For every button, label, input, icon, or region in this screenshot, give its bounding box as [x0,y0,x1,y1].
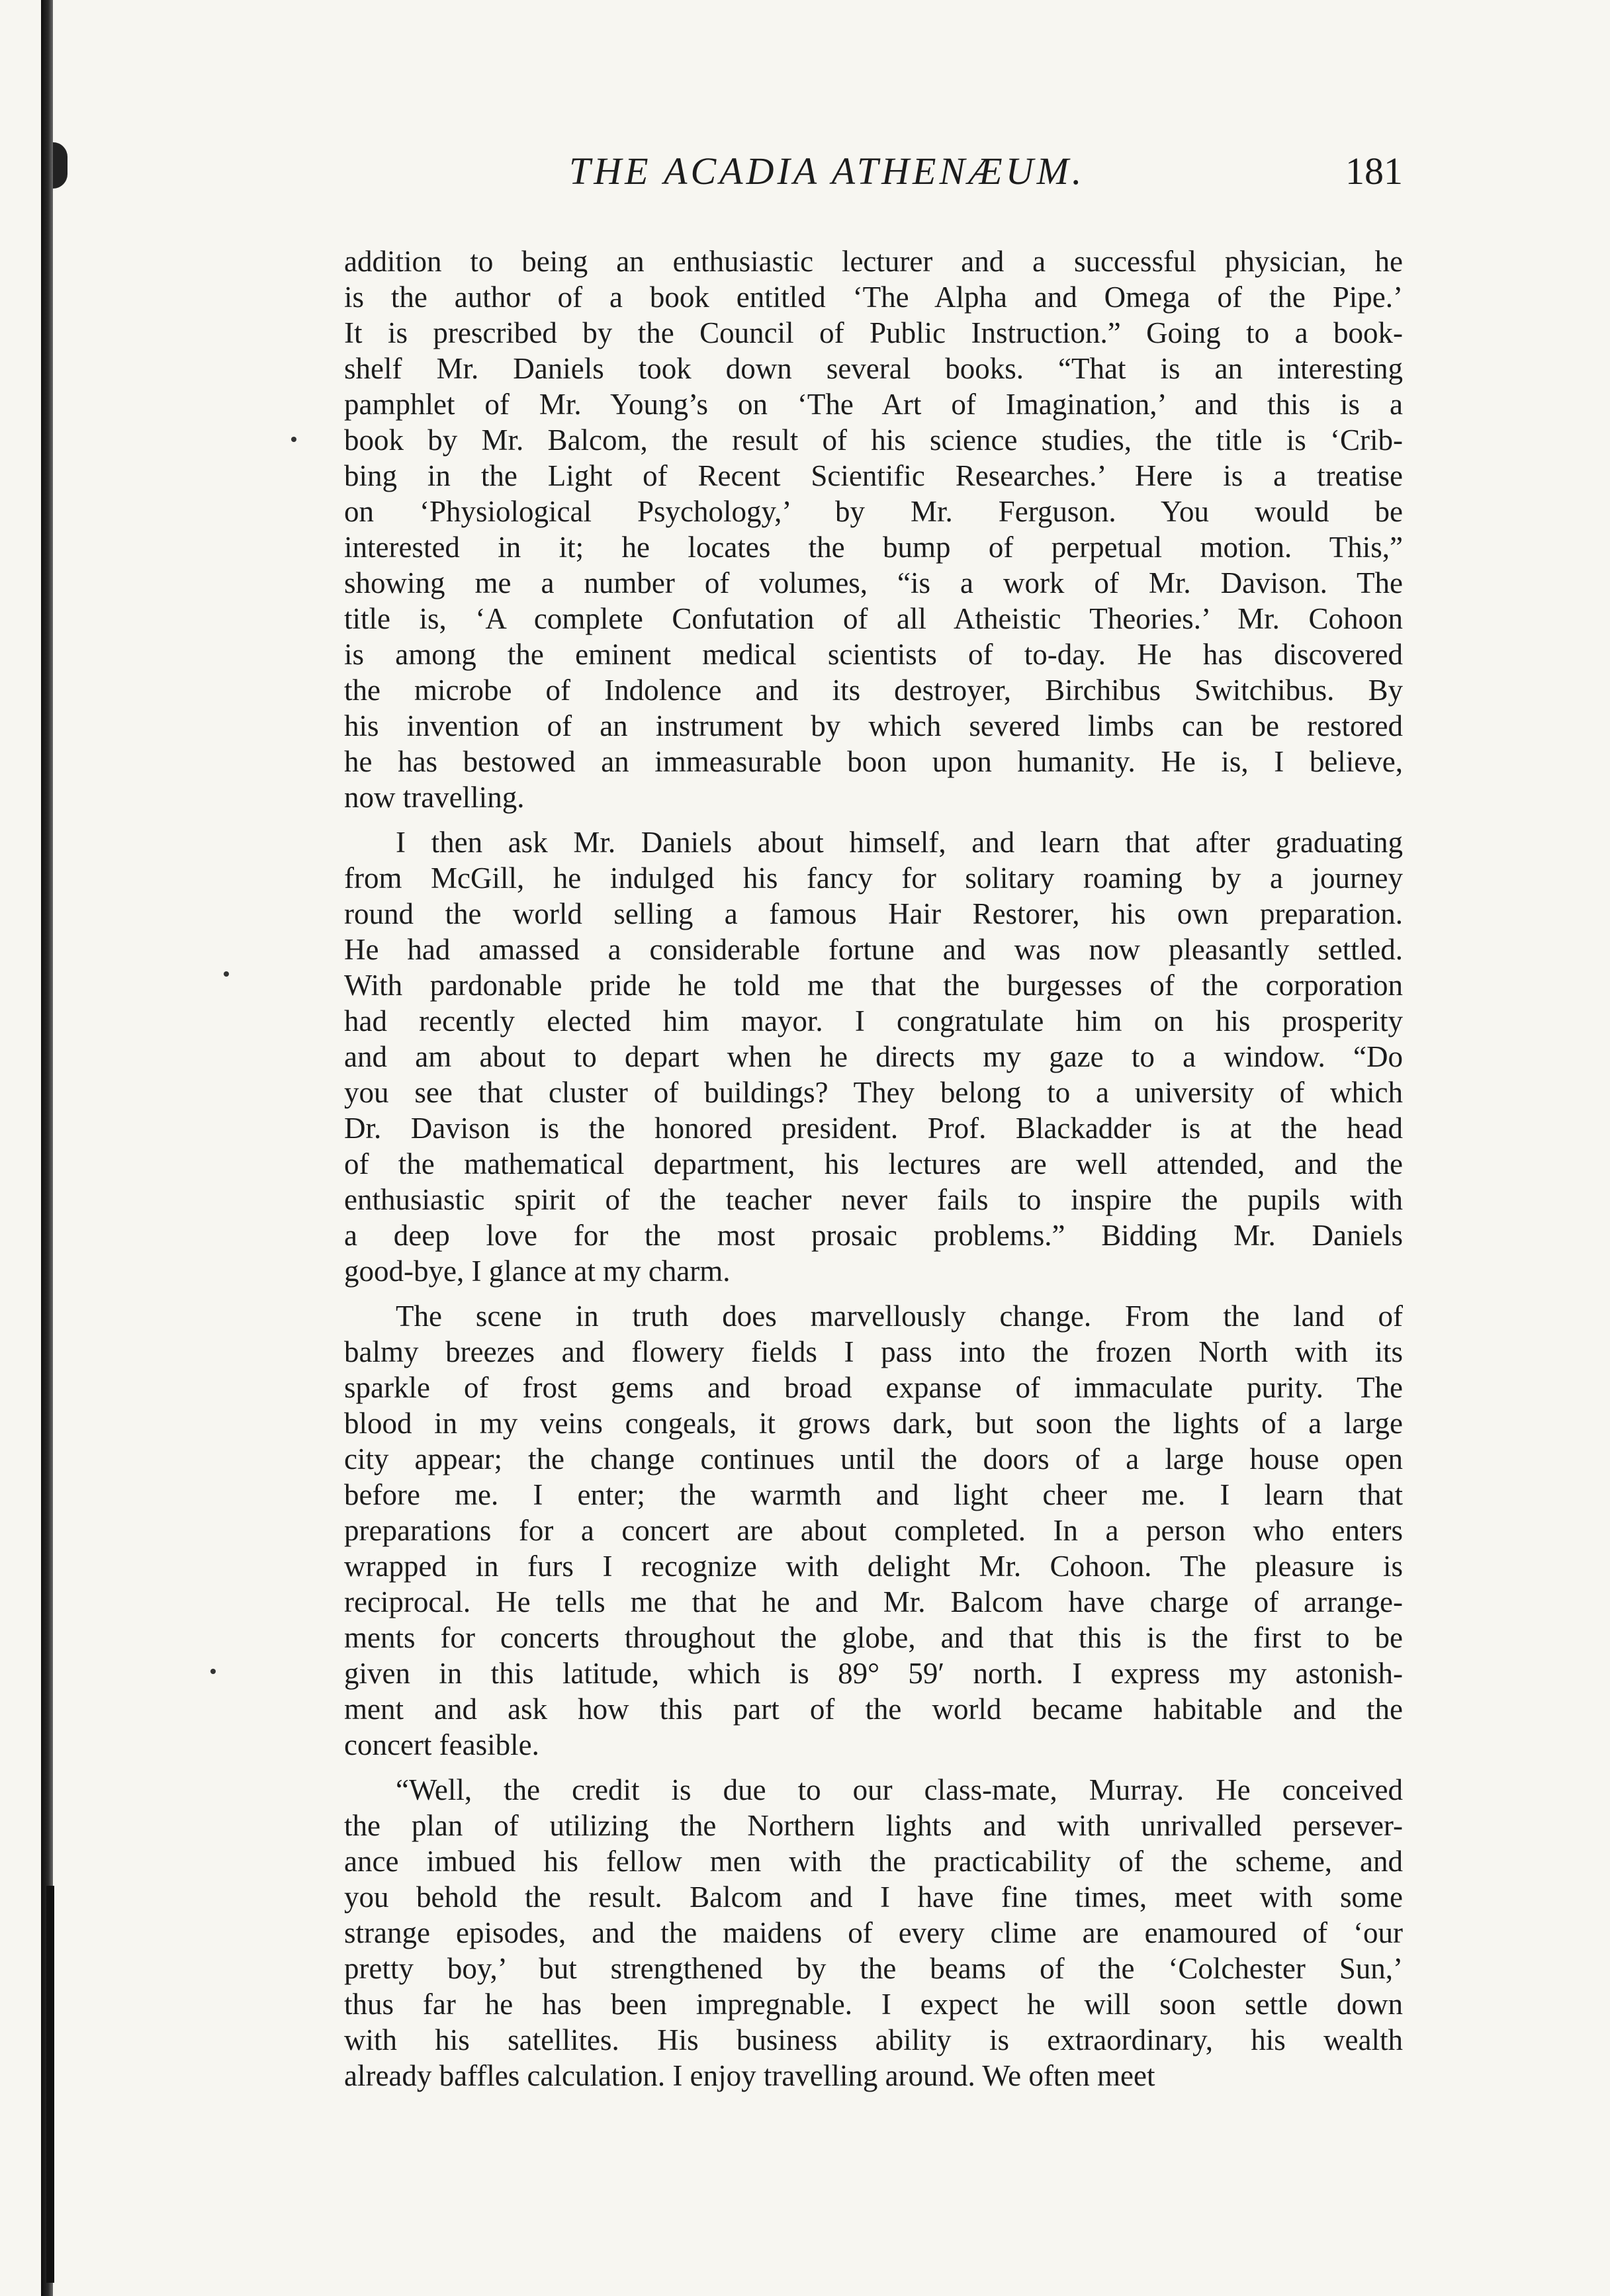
paragraph [344,1772,1403,2094]
text-line: Dr. Davison is the honored president. Prof. Blackadder is at the head [344,1112,1403,1145]
margin-speck [291,437,296,442]
binding-notch [53,142,67,189]
text-line: before me. I enter; the warmth and light cheer me. I learn that [344,1478,1403,1511]
text-line: given in this latitude, which is 89° 59′ north. I express my astonish- [344,1657,1403,1690]
text-line: pamphlet of Mr. Young’s on ‘The Art of Imagination,’ and this is a [344,388,1403,421]
text-line: is among the eminent medical scientists of to-day. He has discovered [344,638,1403,671]
text-line: With pardonable pride he told me that the burgesses of the corporation [344,969,1403,1002]
text-line: pretty boy,’ but strengthened by the beams of the ‘Colchester Sun,’ [344,1952,1403,1985]
text-line: I then ask Mr. Daniels about himself, and learn that after graduating [396,826,1403,859]
page-number: 181 [1345,150,1403,193]
text-line: the plan of utilizing the Northern lights and with unrivalled persever- [344,1809,1403,1842]
text-line: “Well, the credit is due to our class-mate, Murray. He conceived [396,1773,1403,1806]
margin-speck [224,971,229,977]
text-line: the microbe of Indolence and its destroyer, Birchibus Switchibus. By [344,674,1403,707]
text-line: his invention of an instrument by which severed limbs can be restored [344,709,1403,742]
text-line: interested in it; he locates the bump of perpetual motion. This,” [344,531,1403,564]
text-line: of the mathematical department, his lectures are well attended, and the [344,1147,1403,1180]
text-line: ment and ask how this part of the world became habitable and the [344,1693,1403,1726]
paragraph-gap [344,1763,1403,1772]
text-line: preparations for a concert are about completed. In a person who enters [344,1514,1403,1547]
text-line: round the world selling a famous Hair Restorer, his own preparation. [344,897,1403,930]
text-line: blood in my veins congeals, it grows dark, but soon the lights of a large [344,1407,1403,1440]
text-line: sparkle of frost gems and broad expanse of immaculate purity. The [344,1371,1403,1404]
text-line: already baffles calculation. I enjoy travelling around. We often meet [344,2059,1155,2092]
text-line: good-bye, I glance at my charm. [344,1255,731,1288]
article-body [344,243,1403,2094]
binding-lower-edge [46,1886,54,2283]
text-line: shelf Mr. Daniels took down several books. “That is an interesting [344,352,1403,385]
text-line: ance imbued his fellow men with the practicability of the scheme, and [344,1845,1403,1878]
paragraph-gap [344,815,1403,824]
text-line: The scene in truth does marvellously change. From the land of [396,1300,1403,1333]
paragraph [344,1298,1403,1763]
paragraph-gap [344,1289,1403,1298]
text-line: strange episodes, and the maidens of every clime are enamoured of ‘our [344,1916,1403,1949]
text-line: now travelling. [344,781,525,814]
text-line: he has bestowed an immeasurable boon upon humanity. He is, I believe, [344,745,1403,778]
text-line: bing in the Light of Recent Scientific Researches.’ Here is a treatise [344,459,1403,492]
text-line: ments for concerts throughout the globe, and that this is the first to be [344,1621,1403,1654]
running-title: THE ACADIA ATHENÆUM. [569,150,1085,193]
text-line: thus far he has been impregnable. I expect he will soon settle down [344,1988,1403,2021]
paragraph [344,824,1403,1289]
text-line: balmy breezes and flowery fields I pass into the frozen North with its [344,1335,1403,1368]
text-line: on ‘Physiological Psychology,’ by Mr. Ferguson. You would be [344,495,1403,528]
text-line: from McGill, he indulged his fancy for solitary roaming by a journey [344,861,1403,895]
page-header [344,129,1403,202]
text-line: He had amassed a considerable fortune and was now pleasantly settled. [344,933,1403,966]
text-line: title is, ‘A complete Confutation of all Atheistic Theories.’ Mr. Cohoon [344,602,1403,635]
margin-speck [210,1669,216,1674]
text-line: city appear; the change continues until the doors of a large house open [344,1442,1403,1476]
text-line: is the author of a book entitled ‘The Alpha and Omega of the Pipe.’ [344,281,1403,314]
paragraph [344,243,1403,815]
text-line: you see that cluster of buildings? They belong to a university of which [344,1076,1403,1109]
text-line: concert feasible. [344,1728,539,1761]
text-line: wrapped in furs I recognize with delight Mr. Cohoon. The pleasure is [344,1550,1403,1583]
text-line: you behold the result. Balcom and I have fine times, meet with some [344,1880,1403,1914]
text-line: reciprocal. He tells me that he and Mr. Balcom have charge of arrange- [344,1585,1403,1618]
text-line: and am about to depart when he directs my gaze to a window. “Do [344,1040,1403,1073]
text-line: had recently elected him mayor. I congratulate him on his prosperity [344,1004,1403,1038]
text-line: a deep love for the most prosaic problems.” Bidding Mr. Daniels [344,1219,1403,1252]
text-line: with his satellites. His business ability is extraordinary, his wealth [344,2023,1403,2056]
text-line: addition to being an enthusiastic lecturer and a successful physician, he [344,245,1403,278]
text-line: enthusiastic spirit of the teacher never fails to inspire the pupils with [344,1183,1403,1216]
text-line: book by Mr. Balcom, the result of his science studies, the title is ‘Crib- [344,423,1403,457]
text-line: It is prescribed by the Council of Public Instruction.” Going to a book- [344,316,1403,349]
text-line: showing me a number of volumes, “is a work of Mr. Davison. The [344,566,1403,599]
